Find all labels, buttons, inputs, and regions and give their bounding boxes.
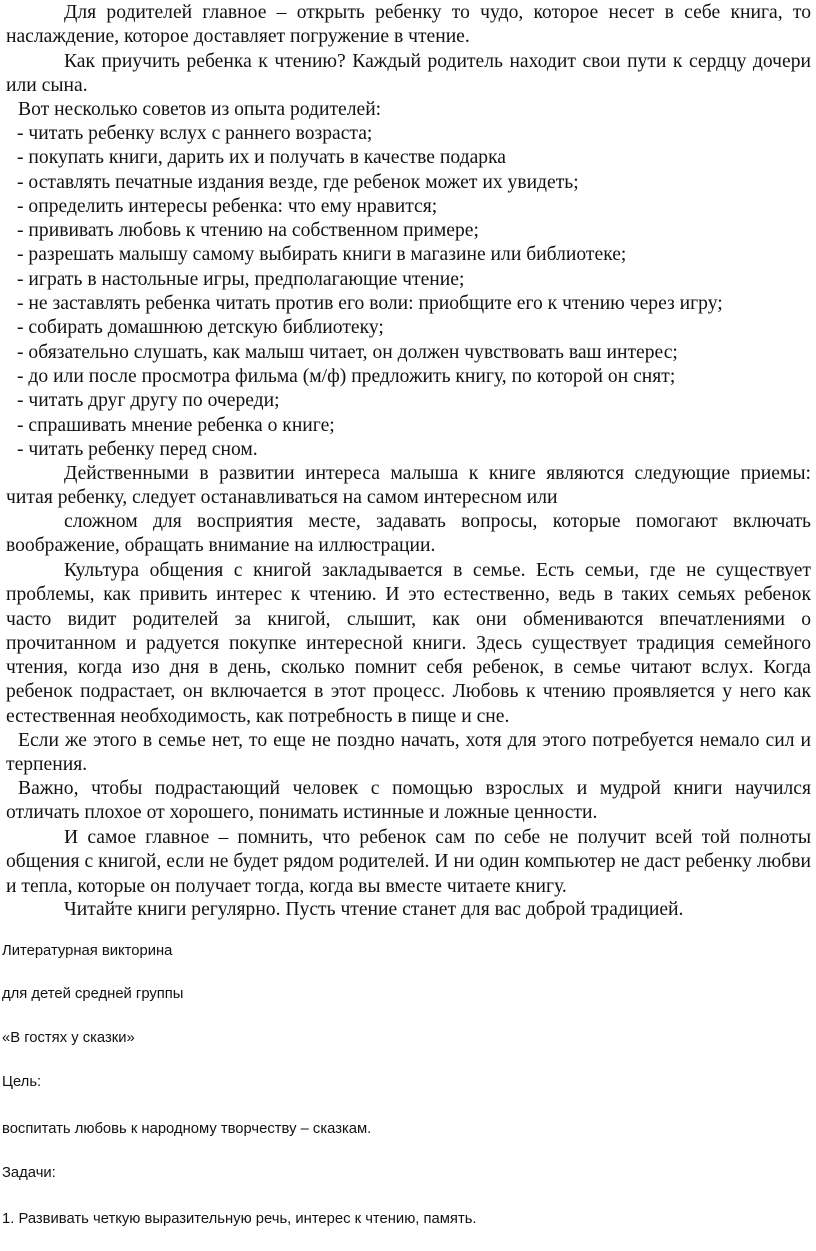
paragraph-values: Важно, чтобы подрастающий человек с помощью взрослых и мудрой книги научился отличать плохое от хорошего, понимать истинные и ложные ценности. bbox=[6, 778, 811, 824]
list-item: - играть в настольные игры, предполагающие чтение; bbox=[17, 268, 465, 290]
list-item: - читать друг другу по очереди; bbox=[17, 390, 280, 412]
tips-intro: Вот несколько советов из опыта родителей: bbox=[18, 99, 382, 120]
tips-list bbox=[17, 122, 723, 462]
goal-label: Цель: bbox=[2, 1074, 42, 1090]
quiz-name: «В гостях у сказки» bbox=[2, 1030, 135, 1046]
paragraph-intro: Для родителей главное – открыть ребенку то чудо, которое несет в себе книга, то наслаждение, которое доставляет погружение в чтение. bbox=[6, 2, 811, 48]
list-item: - читать ребенку вслух с раннего возраста; bbox=[17, 123, 373, 144]
paragraph-not-too-late: Если же этого в семье нет, то еще не поздно начать, хотя для этого потребуется немало сил и терпения. bbox=[6, 730, 811, 776]
paragraph-closing: Читайте книги регулярно. Пусть чтение станет для вас доброй традицией. bbox=[64, 899, 684, 920]
goal-text: воспитать любовь к народному творчеству – сказкам. bbox=[2, 1121, 372, 1137]
task-item: 1. Развивать четкую выразительную речь, интерес к чтению, память. bbox=[2, 1211, 477, 1227]
list-item: - спрашивать мнение ребенка о книге; bbox=[17, 414, 335, 436]
quiz-audience: для детей средней группы bbox=[2, 986, 184, 1002]
paragraph-main-point: И самое главное – помнить, что ребенок сам по себе не получит всей той полноты общения с книгой, если не будет рядом родителей. И ни один компьютер не даст ребенку любви и тепла, которые он получает тогда, когда вы вместе читаете книгу. bbox=[6, 827, 811, 897]
list-item: - не заставлять ребенка читать против его воли: приобщите его к чтению через игру; bbox=[17, 293, 723, 315]
list-item: - собирать домашнюю детскую библиотеку; bbox=[17, 317, 384, 339]
paragraph-techniques-cont: сложном для восприятия месте, задавать вопросы, которые помогают включать воображение, обращать внимание на иллюстрации. bbox=[6, 511, 811, 557]
list-item: - до или после просмотра фильма (м/ф) предложить книгу, по которой он снят; bbox=[17, 365, 676, 387]
list-item: - прививать любовь к чтению на собственном примере; bbox=[17, 220, 479, 242]
tasks-label: Задачи: bbox=[2, 1165, 56, 1181]
list-item: - определить интересы ребенка: что ему нравится; bbox=[17, 195, 438, 217]
list-item: - читать ребенку перед сном. bbox=[17, 438, 258, 460]
quiz-title: Литературная викторина bbox=[2, 943, 173, 959]
paragraph-question: Как приучить ребенка к чтению? Каждый родитель находит свои пути к сердцу дочери или сына. bbox=[6, 51, 811, 97]
list-item: - оставлять печатные издания везде, где ребенок может их увидеть; bbox=[17, 171, 579, 193]
paragraph-techniques: Действенными в развитии интереса малыша к книге являются следующие приемы: читая ребенку, следует останавливаться на самом интересном или bbox=[6, 463, 811, 509]
paragraph-family-culture: Культура общения с книгой закладывается в семье. Есть семьи, где не существует проблемы, как привить интерес к чтению. И это естественно, ведь в таких семьях ребенок часто видит родителей за книгой, слышит, как они обмениваются впечатлениями о прочитанном и радуется покупке интересной книги. Здесь существует традиция семейного чтения, когда изо дня в день, сколько помнит себя ребенок, в семье читают вслух. Когда ребенок подрастает, он включается в этот процесс. Любовь к чтению проявляется у него как естественная необходимость, как потребность в пище и сне. bbox=[6, 560, 811, 727]
list-item: - покупать книги, дарить их и получать в качестве подарка bbox=[17, 147, 506, 169]
list-item: - разрешать малышу самому выбирать книги в магазине или библиотеке; bbox=[17, 244, 627, 266]
list-item: - обязательно слушать, как малыш читает, он должен чувствовать ваш интерес; bbox=[17, 341, 678, 363]
